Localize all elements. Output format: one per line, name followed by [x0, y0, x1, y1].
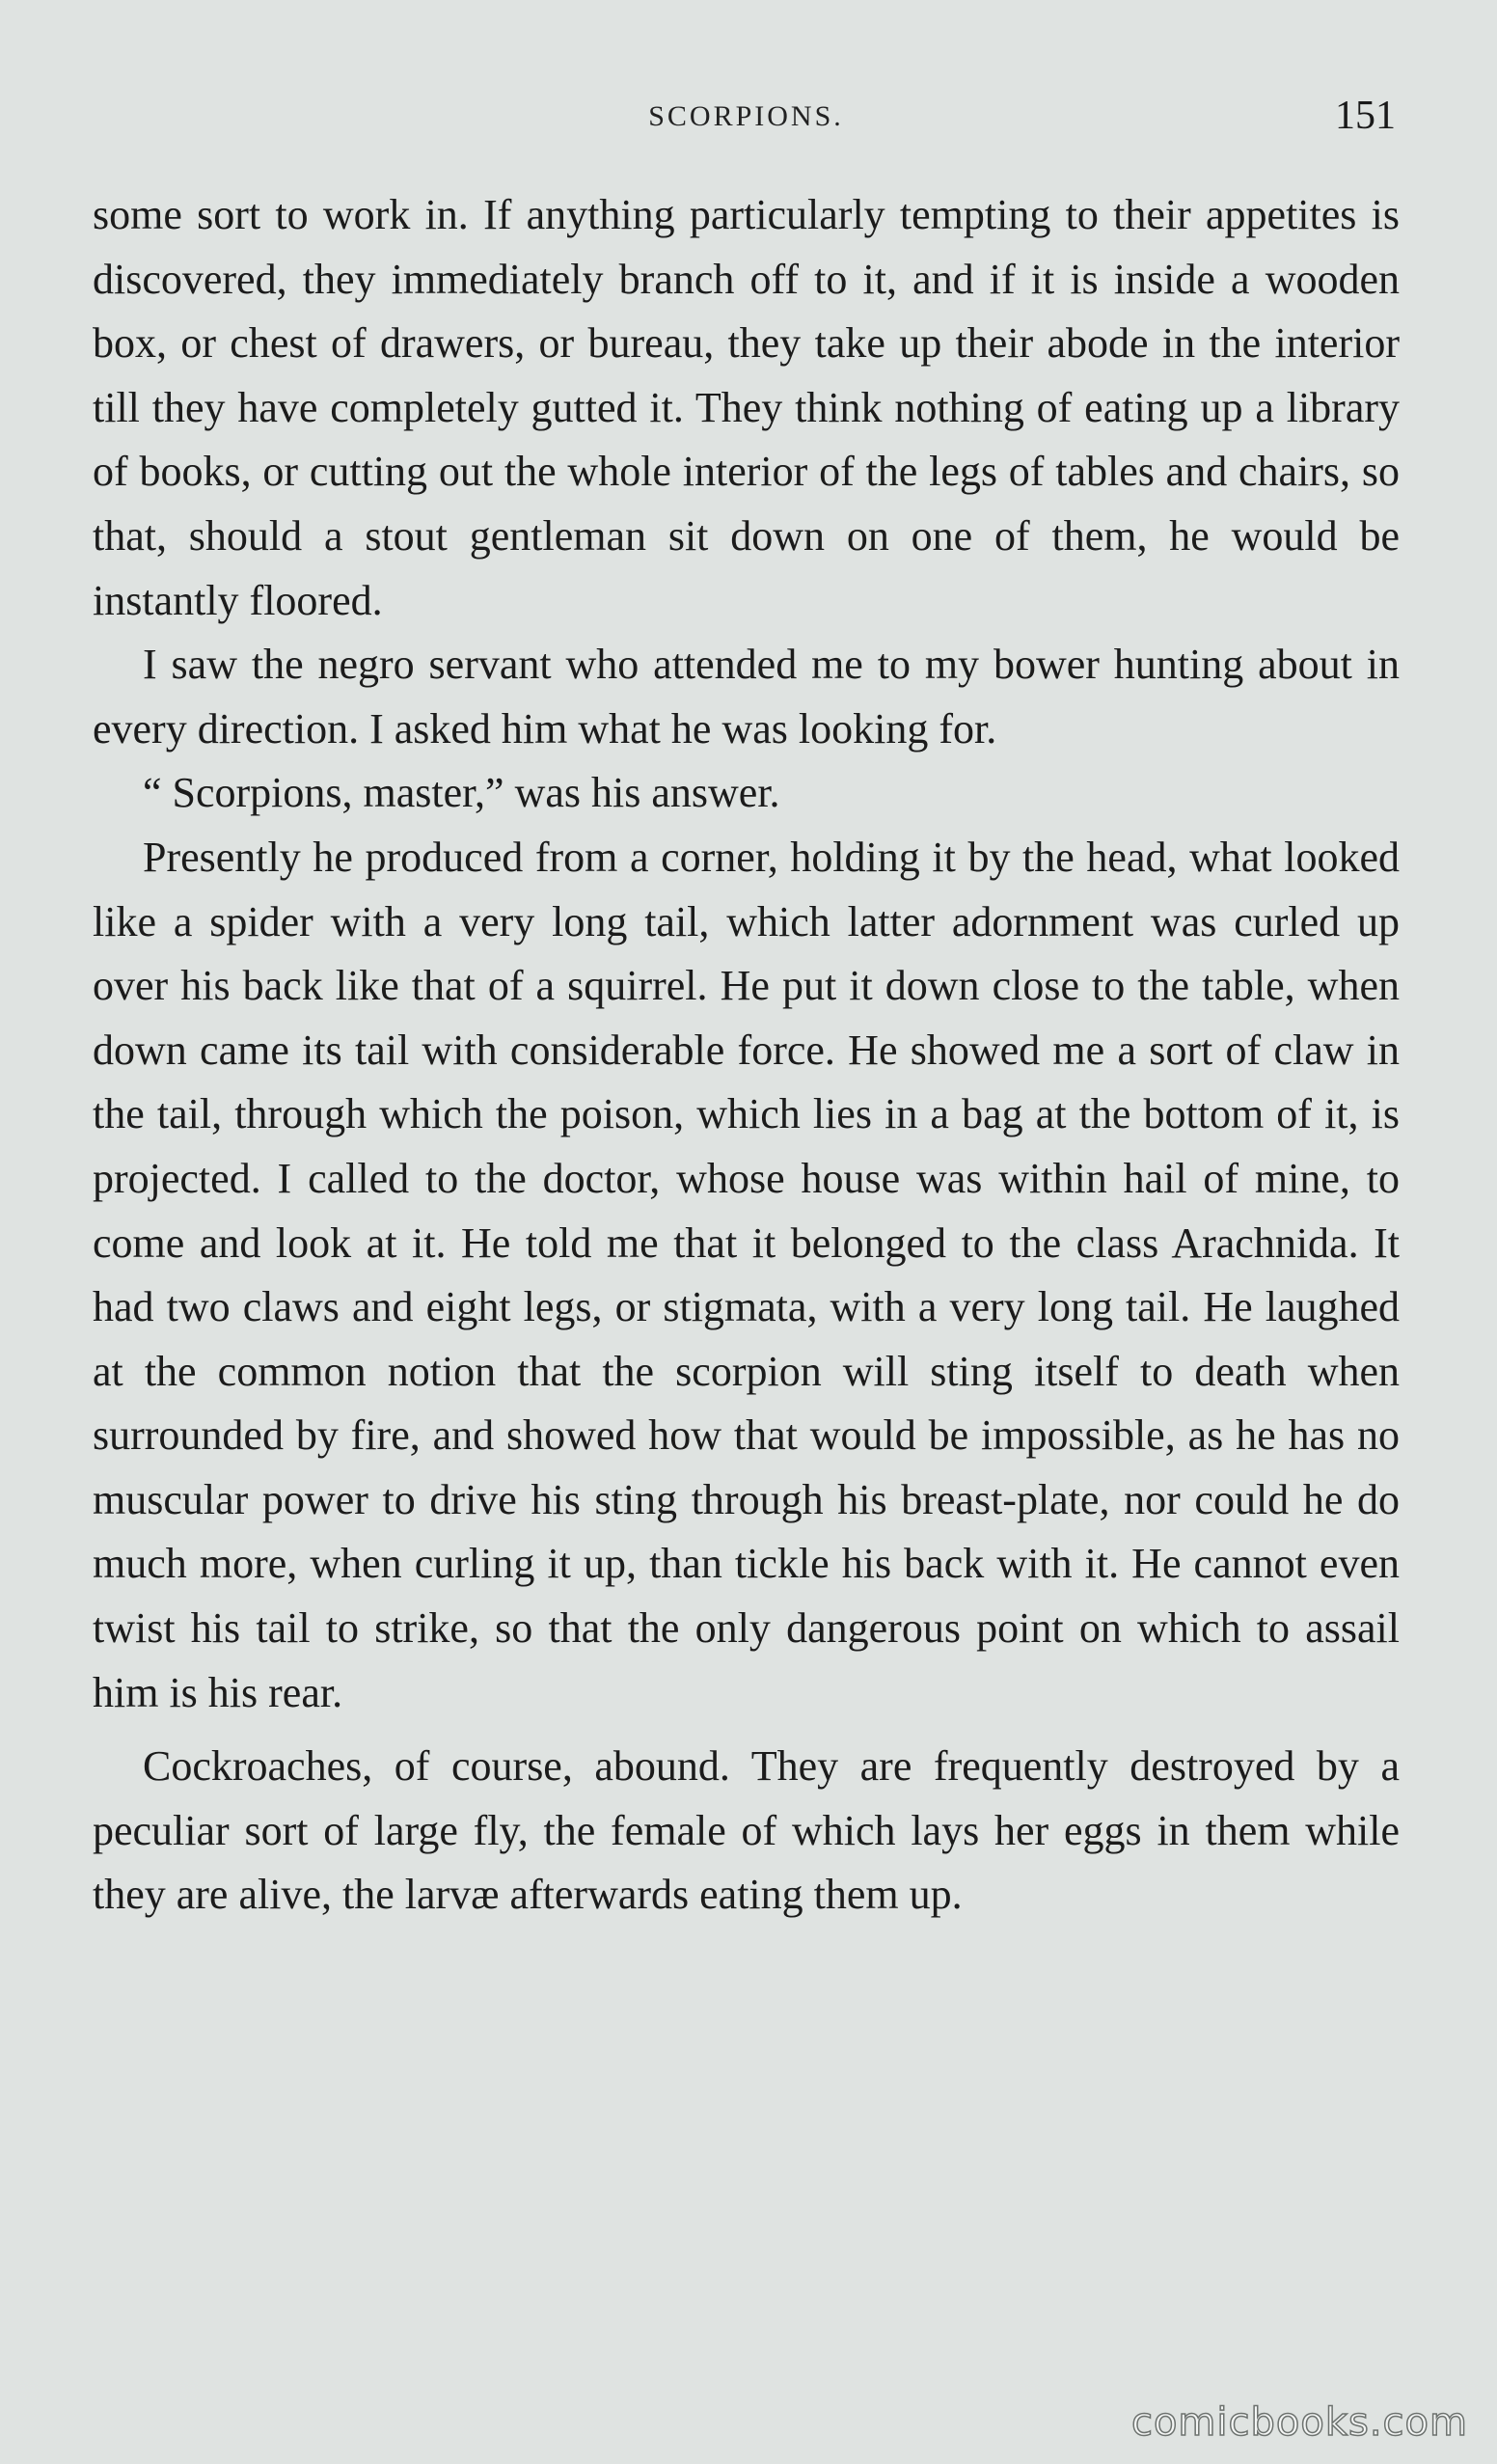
body-text	[93, 183, 1400, 1928]
paragraph-scorpion-description: Presently he produced from a corner, holding it by the head, what looked like a spider with a very long tail, which latter adornment was curled up over his back like that of a squirrel. He put it down close to the table, when down came its tail with considerable force. He showed me a sort of claw in the tail, through which the poison, which lies in a bag at the bottom of it, is projected. I called to the doctor, whose house was within hail of mine, to come and look at it. He told me that it belonged to the class Arachnida. It had two claws and eight legs, or stigmata, with a very long tail. He laughed at the common notion that the scorpion will sting itself to death when surrounded by fire, and showed how that would be impossible, as he has no muscular power to drive his sting through his breast-plate, nor could he do much more, when curling it up, than tickle his back with it. He cannot even twist his tail to strike, so that the only dangerous point on which to assail him is his rear.	[93, 833, 1400, 1716]
watermark: comicbooks.com	[1130, 2400, 1468, 2445]
paragraph-continued: some sort to work in. If anything particularly tempting to their appetites is discovered, they immediately branch off to it, and if it is inside a wooden box, or chest of drawers, or bureau, they take up their abode in the interior till they have completely gutted it. They think nothing of eating up a library of books, or cutting out the whole interior of the legs of tables and chairs, so that, should a stout gentleman sit down on one of them, he would be instantly floored.	[93, 191, 1400, 624]
paragraph-scorpions-answer: “ Scorpions, master,” was his answer.	[143, 769, 780, 817]
paragraph-negro-servant: I saw the negro servant who attended me to my bower hunting about in every direction. I asked him what he was looking for.	[93, 641, 1400, 753]
page-header	[93, 93, 1400, 151]
page-number: 151	[1335, 94, 1396, 138]
running-head: SCORPIONS.	[648, 100, 844, 132]
paragraph-cockroaches: Cockroaches, of course, abound. They are frequently destroyed by a peculiar sort of large fly, the female of which lays her eggs in them while they are alive, the larvæ afterwards eating them up.	[93, 1742, 1400, 1919]
